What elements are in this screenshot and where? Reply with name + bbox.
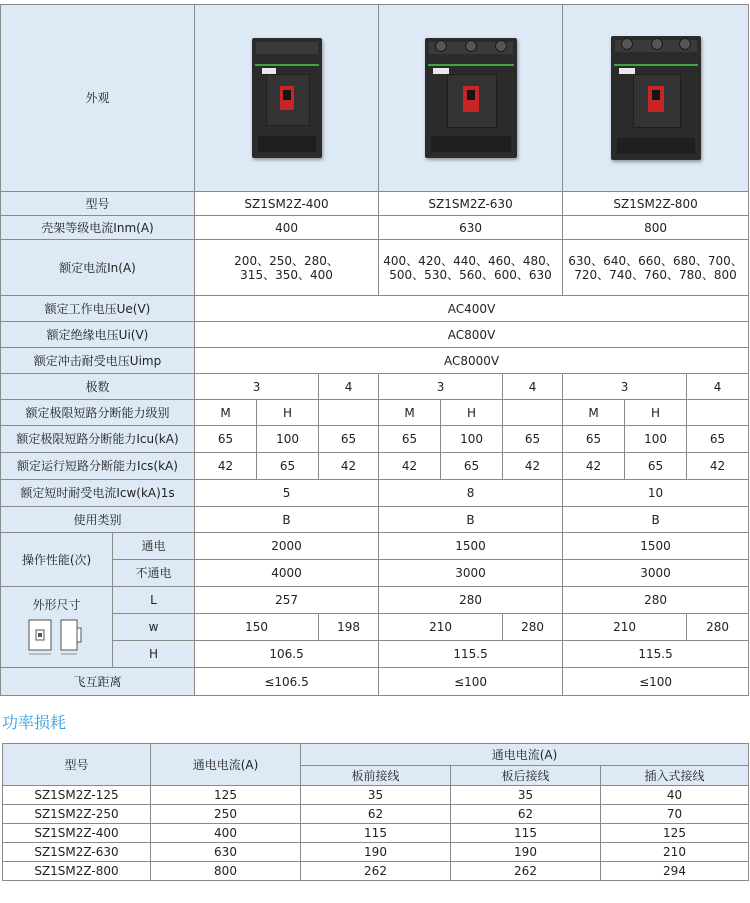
H-cell: 106.5 xyxy=(195,641,379,668)
icu-cell: 65 xyxy=(195,426,257,453)
icu-cell: 65 xyxy=(503,426,563,453)
loss-cell: 62 xyxy=(451,805,601,824)
loss-cell: 125 xyxy=(601,824,749,843)
ops-on-cell: 2000 xyxy=(195,533,379,560)
ics-cell: 65 xyxy=(257,453,319,480)
loss-cell: 262 xyxy=(301,862,451,881)
power-loss-table xyxy=(2,743,749,881)
circuit-breaker-icon xyxy=(611,36,701,160)
ops-off-cell: 3000 xyxy=(379,560,563,587)
ops-off-cell: 3000 xyxy=(563,560,749,587)
category-cell: B xyxy=(379,507,563,533)
grade-cell: H xyxy=(257,400,319,426)
rated-current-line: 200、250、280、 xyxy=(234,253,339,268)
spec-table xyxy=(0,4,749,696)
grade-cell: H xyxy=(625,400,687,426)
loss-cell: 125 xyxy=(151,786,301,805)
ics-label: 额定运行短路分断能力Ics(kA) xyxy=(1,453,195,480)
dimension-drawing-icon xyxy=(27,618,87,656)
arc-label: 飞互距离 xyxy=(1,668,195,696)
category-cell: B xyxy=(563,507,749,533)
product-image-800 xyxy=(563,5,749,192)
rated-current-cell xyxy=(379,240,563,296)
model-label: 型号 xyxy=(1,192,195,216)
poles-cell: 3 xyxy=(195,374,319,400)
loss-cell: 250 xyxy=(151,805,301,824)
rated-current-line: 400、420、440、460、480、 xyxy=(383,253,558,268)
H-cell: 115.5 xyxy=(379,641,563,668)
rated-current-cell xyxy=(195,240,379,296)
icu-cell: 100 xyxy=(625,426,687,453)
ops-off-cell: 4000 xyxy=(195,560,379,587)
loss-cell: 70 xyxy=(601,805,749,824)
ics-cell: 42 xyxy=(195,453,257,480)
icu-label: 额定极限短路分断能力Icu(kA) xyxy=(1,426,195,453)
rated-current-line: 630、640、660、680、700、 xyxy=(568,253,743,268)
frame-current-cell: 800 xyxy=(563,216,749,240)
ops-label: 操作性能(次) xyxy=(1,533,113,587)
W-cell: 210 xyxy=(379,614,503,641)
ops-off-label: 不通电 xyxy=(113,560,195,587)
model-cell: SZ1SM2Z-630 xyxy=(379,192,563,216)
ics-cell: 42 xyxy=(687,453,749,480)
W-cell: 198 xyxy=(319,614,379,641)
poles-cell: 4 xyxy=(503,374,563,400)
model-cell: SZ1SM2Z-400 xyxy=(195,192,379,216)
frame-current-label: 壳架等级电流Inm(A) xyxy=(1,216,195,240)
ops-on-cell: 1500 xyxy=(379,533,563,560)
loss-cell: 400 xyxy=(151,824,301,843)
loss-cell: 210 xyxy=(601,843,749,862)
L-cell: 280 xyxy=(563,587,749,614)
ics-cell: 65 xyxy=(625,453,687,480)
arc-cell: ≤106.5 xyxy=(195,668,379,696)
loss-cell: 262 xyxy=(451,862,601,881)
loss-sub-header: 板后接线 xyxy=(451,766,601,786)
icu-cell: 100 xyxy=(257,426,319,453)
loss-cell: 294 xyxy=(601,862,749,881)
grade-cell: M xyxy=(195,400,257,426)
loss-group-header: 通电电流(A) xyxy=(301,744,749,766)
table-row xyxy=(3,824,749,843)
loss-cell: 630 xyxy=(151,843,301,862)
ui-label: 额定绝缘电压Ui(V) xyxy=(1,322,195,348)
poles-cell: 3 xyxy=(379,374,503,400)
H-cell: 115.5 xyxy=(563,641,749,668)
ops-on-cell: 1500 xyxy=(563,533,749,560)
grade-cell: H xyxy=(441,400,503,426)
icw-cell: 5 xyxy=(195,480,379,507)
loss-cell: SZ1SM2Z-400 xyxy=(3,824,151,843)
section-title: 功率损耗 xyxy=(2,713,67,732)
uimp-value: AC8000V xyxy=(195,348,749,374)
loss-sub-header: 插入式接线 xyxy=(601,766,749,786)
rated-current-cell xyxy=(563,240,749,296)
poles-label: 极数 xyxy=(1,374,195,400)
arc-cell: ≤100 xyxy=(379,668,563,696)
H-label: H xyxy=(113,641,195,668)
W-cell: 150 xyxy=(195,614,319,641)
dims-cell xyxy=(1,587,113,668)
loss-cell: 190 xyxy=(451,843,601,862)
rated-current-line: 500、530、560、600、630 xyxy=(389,267,552,282)
loss-model-header: 型号 xyxy=(3,744,151,786)
product-image-400 xyxy=(195,5,379,192)
ics-cell: 65 xyxy=(441,453,503,480)
circuit-breaker-icon xyxy=(252,38,322,158)
loss-cell: 190 xyxy=(301,843,451,862)
grade-label: 额定极限短路分断能力级别 xyxy=(1,400,195,426)
loss-sub-header: 板前接线 xyxy=(301,766,451,786)
loss-cell: SZ1SM2Z-250 xyxy=(3,805,151,824)
model-cell: SZ1SM2Z-800 xyxy=(563,192,749,216)
appearance-label: 外观 xyxy=(1,5,195,192)
loss-cell: SZ1SM2Z-630 xyxy=(3,843,151,862)
ue-value: AC400V xyxy=(195,296,749,322)
dims-label: 外形尺寸 xyxy=(32,598,81,612)
table-row xyxy=(3,843,749,862)
loss-cell: 35 xyxy=(451,786,601,805)
grade-cell xyxy=(687,400,749,426)
L-cell: 280 xyxy=(379,587,563,614)
icu-cell: 65 xyxy=(687,426,749,453)
arc-cell: ≤100 xyxy=(563,668,749,696)
loss-cell: SZ1SM2Z-800 xyxy=(3,862,151,881)
rated-current-line: 315、350、400 xyxy=(240,267,333,282)
grade-cell: M xyxy=(379,400,441,426)
circuit-breaker-icon xyxy=(425,38,517,158)
ics-cell: 42 xyxy=(503,453,563,480)
loss-cell: 115 xyxy=(301,824,451,843)
ue-label: 额定工作电压Ue(V) xyxy=(1,296,195,322)
grade-cell xyxy=(319,400,379,426)
ics-cell: 42 xyxy=(563,453,625,480)
icw-cell: 8 xyxy=(379,480,563,507)
loss-cell: 62 xyxy=(301,805,451,824)
poles-cell: 3 xyxy=(563,374,687,400)
rated-current-line: 720、740、760、780、800 xyxy=(574,267,737,282)
grade-cell: M xyxy=(563,400,625,426)
ops-on-label: 通电 xyxy=(113,533,195,560)
icu-cell: 100 xyxy=(441,426,503,453)
L-label: L xyxy=(113,587,195,614)
ui-value: AC800V xyxy=(195,322,749,348)
frame-current-cell: 630 xyxy=(379,216,563,240)
category-cell: B xyxy=(195,507,379,533)
loss-cell: SZ1SM2Z-125 xyxy=(3,786,151,805)
frame-current-cell: 400 xyxy=(195,216,379,240)
rated-current-label: 额定电流In(A) xyxy=(1,240,195,296)
category-label: 使用类别 xyxy=(1,507,195,533)
table-row xyxy=(3,786,749,805)
poles-cell: 4 xyxy=(319,374,379,400)
loss-cell: 800 xyxy=(151,862,301,881)
icw-label: 额定短时耐受电流Icw(kA)1s xyxy=(1,480,195,507)
ics-cell: 42 xyxy=(379,453,441,480)
grade-cell xyxy=(503,400,563,426)
icu-cell: 65 xyxy=(319,426,379,453)
loss-cell: 115 xyxy=(451,824,601,843)
icu-cell: 65 xyxy=(379,426,441,453)
ics-cell: 42 xyxy=(319,453,379,480)
table-row xyxy=(3,862,749,881)
W-cell: 280 xyxy=(687,614,749,641)
W-label: w xyxy=(113,614,195,641)
loss-cell: 35 xyxy=(301,786,451,805)
product-image-630 xyxy=(379,5,563,192)
icw-cell: 10 xyxy=(563,480,749,507)
table-row xyxy=(3,805,749,824)
icu-cell: 65 xyxy=(563,426,625,453)
uimp-label: 额定冲击耐受电压Uimp xyxy=(1,348,195,374)
poles-cell: 4 xyxy=(687,374,749,400)
W-cell: 280 xyxy=(503,614,563,641)
loss-cell: 40 xyxy=(601,786,749,805)
W-cell: 210 xyxy=(563,614,687,641)
L-cell: 257 xyxy=(195,587,379,614)
loss-current-header: 通电电流(A) xyxy=(151,744,301,786)
